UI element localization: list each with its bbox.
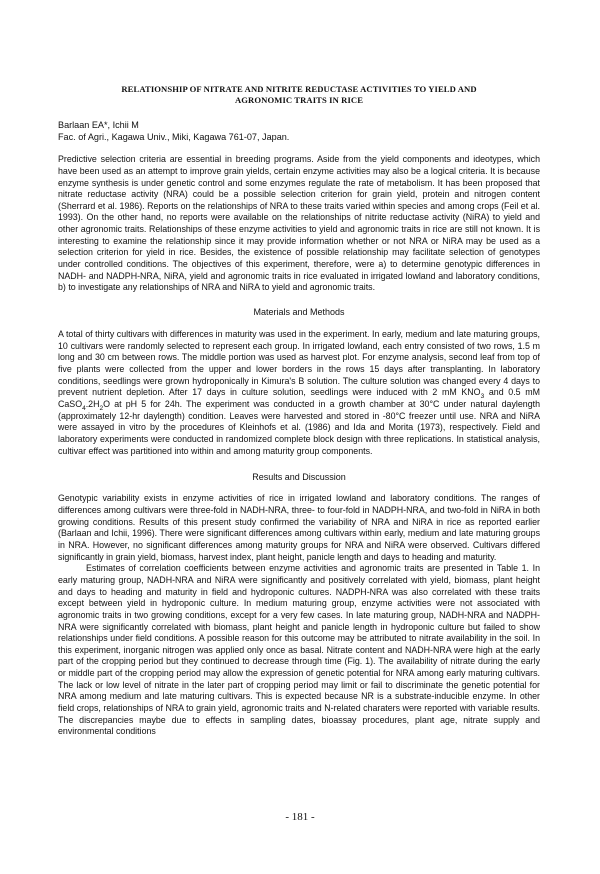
title-line-2: AGRONOMIC TRAITS IN RICE [234,94,364,105]
introduction-paragraph: Predictive selection criteria are essential in breeding programs. Aside from the yield components and ideotypes, which have been used as an attempt to improve grain yields, certain enzyme activities may also be a logical criteria. It is because enzyme synthesis is under genetic control and some enzymes regulate the rate of metabolism. It has been proposed that nitrate reductase activity (NRA) could be a possible selection criterion for grain yield, protein and nitrogen content (Sherrard et al. 1986). Reports on the relationships of NRA to these traits varied within species and among crops (Feil et al. 1993). On the other hand, no reports were available on the relationships of nitrite reductase activity (NiRA) to yield and other agronomic traits. Relationships of these enzyme activities to yield and agronomic traits in rice are still not known. It is interesting to examine the relationship since it may provide information whether or not NRA or NiRA may be used as a selection criterion for yield in rice. Besides, the existence of possible relationship may facilitate selection of genotypes under controlled conditions. The objectives of this experiment, therefore, were a) to determine genotypic differences in NADH- and NADPH-NRA, NiRA, yield and agronomic traits in rice evaluated in irrigated lowland and laboratory conditions, b) to investigate any relationships of NRA and NiRA to yield and agronomic traits. [58,154,540,293]
paper-title [68,84,530,105]
methods-text-2: and 0.5 mM CaSO [58,387,541,409]
methods-paragraph [58,329,540,457]
results-paragraph-2: Estimates of correlation coefficients between enzyme activities and agronomic traits are presented in Table 1. In early maturing group, NADH-NRA and NiRA were significantly and positively correlated with yield, biomass, plant height and days to heading and maturity in field and hydroponic cultures. NADPH-NRA was also correlated with these traits except between yield in hydroponic culture. In medium maturing group, enzyme activities were not associated with agronomic traits in two growing conditions, except for a very few cases. In late maturing group, NADH-NRA and NADPH-NRA were significantly correlated with biomass, plant height and panicle length in hydroponic culture but failed to show relationships under field conditions. A possible reason for this outcome may be attributed to nitrate availability in the soil. In this experiment, inorganic nitrogen was applied only once as basal. Nitrate content and NADH-NRA were high at the early part of the cropping period but they continued to decrease through time (Fig. 1). The availability of nitrate during the early or middle part of the cropping period may allow the expression of genetic potential for NRA among early maturing cultivars. The lack or low level of nitrate in the later part of cropping period may limit or fail to discriminate the genetic potential for NRA among medium and late maturing cultivars. This is expected because NR is a substrate-inducible enzyme. In other field crops, relationships of NRA to grain yield, agronomic traits and N-related charaters were reported with variable results. The discrepancies maybe due to effects in sampling dates, bioassay procedures, plant age, nitrate supply and environmental conditions [58,563,540,737]
paper-page [58,84,540,738]
affiliation: Fac. of Agri., Kagawa Univ., Miki, Kagawa 761-07, Japan. [58,131,290,142]
methods-text-3: .2H [85,399,100,409]
results-paragraph-1: Genotypic variability exists in enzyme activities of rice in irrigated lowland and laboratory conditions. The ranges of differences among cultivars were three-fold in NADH-NRA, three- to four-fold in NADPH-NRA, and two-fold in NiRA in both growing conditions. Results of this present study confirmed the variability of NRA and NiRA in rice as reported earlier (Barlaan and Ichii, 1996). There were significant differences among cultivars within early, medium and late maturing groups in NRA. However, no significant differences among maturity groups for NRA and NiRA were observed. Cultivars differed significantly in grain yield, biomass, harvest index, plant height, panicle length and days to heading and maturity. [58,493,540,562]
author-block [58,120,540,143]
methods-subscript-2: 4 [82,404,86,412]
methods-heading: Materials and Methods [253,307,345,318]
authors: Barlaan EA*, Ichii M [58,120,139,130]
methods-text-4: O at pH 5 for 24h. The experiment was conducted in a growth chamber at 30°C under natural daylength (approximately 12-hr daylength) condition. Leaves were harvested and stored in -80°C freezer until use. NRA and NiRA were assayed in vitro by the procedures of Kleinhofs et al. (1986) and Ida and Morita (1973), respectively. Field and laboratory experiments were conducted in randomized complete block design with three replications. In statistical analysis, cultivar effect was partitioned into within and among maturity group components. [58,399,540,456]
methods-subscript-1: 3 [480,393,485,401]
title-line-1: RELATIONSHIP OF NITRATE AND NITRITE REDUCTASE ACTIVITIES TO YIELD AND [121,84,477,94]
results-heading: Results and Discussion [252,472,346,483]
methods-subscript-3: 2 [99,404,104,412]
methods-text-1: A total of thirty cultivars with differences in maturity was used in the experiment. In early, medium and late maturing groups, 10 cultivars were randomly selected to represent each group. In irrigated lowland, each entry consisted of two rows, 1.5 m long and 30 cm between rows. The middle portion was used as harvest plot. For enzyme analysis, second leaf from top of five plants were collected from the upper and lower borders in the rows 15 days after transplanting. In laboratory conditions, seedlings were grown hydroponically in Kimura's B solution. The culture solution was changed every 4 days to prevent nutrient depletion. After 17 days in culture solution, seedlings were induced with 2 mM KNO [58,329,540,398]
page-number: - 181 - [285,811,315,823]
